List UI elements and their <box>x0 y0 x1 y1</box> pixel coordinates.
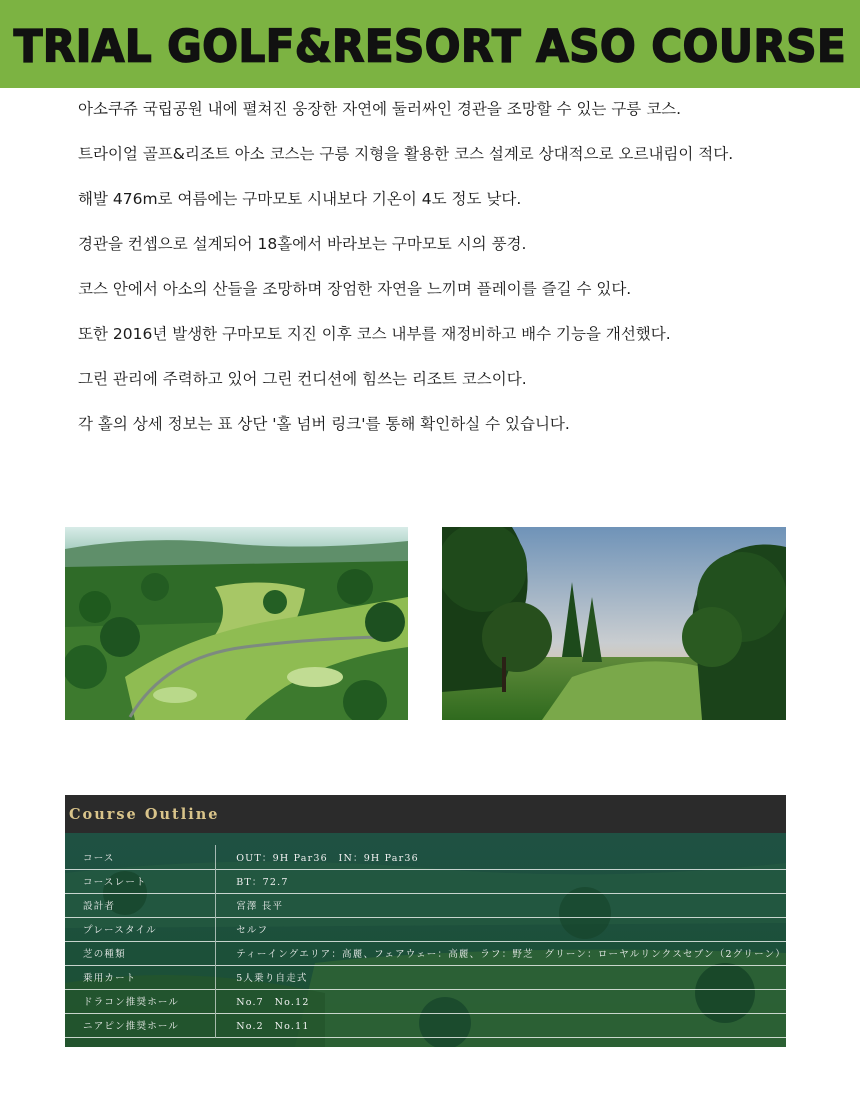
row-label: ニアピン推奨ホール <box>65 1013 216 1037</box>
course-outline-title: Course Outline <box>69 805 220 823</box>
row-value: No.7 No.12 <box>236 997 310 1008</box>
row-value: 5人乗り自走式 <box>236 973 308 984</box>
intro-paragraph: 해발 476m로 여름에는 구마모토 시내보다 기온이 4도 정도 낮다. <box>78 190 522 208</box>
row-value: ティーイングエリア：高麗、フェアウェー：高麗、ラフ：野芝 グリーン：ローヤルリンクスセブン（2グリーン） <box>236 949 786 960</box>
table-row <box>65 869 786 893</box>
fairway-sunset-photo <box>442 527 786 720</box>
row-value: OUT：9H Par36 IN：9H Par36 <box>236 852 419 864</box>
row-value: セルフ <box>236 925 269 936</box>
row-value: No.2 No.11 <box>236 1021 310 1032</box>
row-label: 芝の種類 <box>65 941 216 965</box>
intro-paragraph: 경관을 컨셉으로 설계되어 18홀에서 바라보는 구마모토 시의 풍경. <box>78 235 527 253</box>
intro-paragraph: 또한 2016년 발생한 구마모토 지진 이후 코스 내부를 재정비하고 배수 기능을 개선했다. <box>78 325 671 343</box>
course-outline-header <box>65 795 786 834</box>
intro-text <box>78 96 798 456</box>
intro-paragraph: 아소쿠쥬 국립공원 내에 펼쳐진 웅장한 자연에 둘러싸인 경관을 조망할 수 있는 구릉 코스. <box>78 100 682 118</box>
row-label: プレースタイル <box>65 917 216 941</box>
row-label: コース <box>65 845 216 869</box>
row-value: BT：72.7 <box>236 877 289 888</box>
intro-paragraph: 각 홀의 상세 정보는 표 상단 '홀 넘버 링크'를 통해 확인하실 수 있습니다. <box>78 415 570 433</box>
course-outline-table <box>65 845 786 1038</box>
table-row <box>65 893 786 917</box>
page-title: TRIAL GOLF&RESORT ASO COURSE <box>13 20 847 72</box>
table-row <box>65 941 786 965</box>
intro-paragraph: 그린 관리에 주력하고 있어 그린 컨디션에 힘쓰는 리조트 코스이다. <box>78 370 527 388</box>
row-label: 設計者 <box>65 893 216 917</box>
intro-paragraph: 트라이얼 골프&리조트 아소 코스는 구릉 지형을 활용한 코스 설계로 상대적으로 오르내림이 적다. <box>78 145 734 163</box>
table-row <box>65 1013 786 1037</box>
row-label: ドラコン推奨ホール <box>65 989 216 1013</box>
intro-paragraph: 코스 안에서 아소의 산들을 조망하며 장엄한 자연을 느끼며 플레이를 즐길 수 있다. <box>78 280 632 298</box>
table-row <box>65 917 786 941</box>
row-label: 乗用カート <box>65 965 216 989</box>
table-row <box>65 989 786 1013</box>
table-row <box>65 965 786 989</box>
row-value: 宮澤 長平 <box>236 901 284 912</box>
header-banner <box>0 0 860 88</box>
row-label: コースレート <box>65 869 216 893</box>
aerial-course-photo <box>65 527 408 720</box>
course-outline-panel <box>65 795 786 1047</box>
table-row <box>65 845 786 869</box>
